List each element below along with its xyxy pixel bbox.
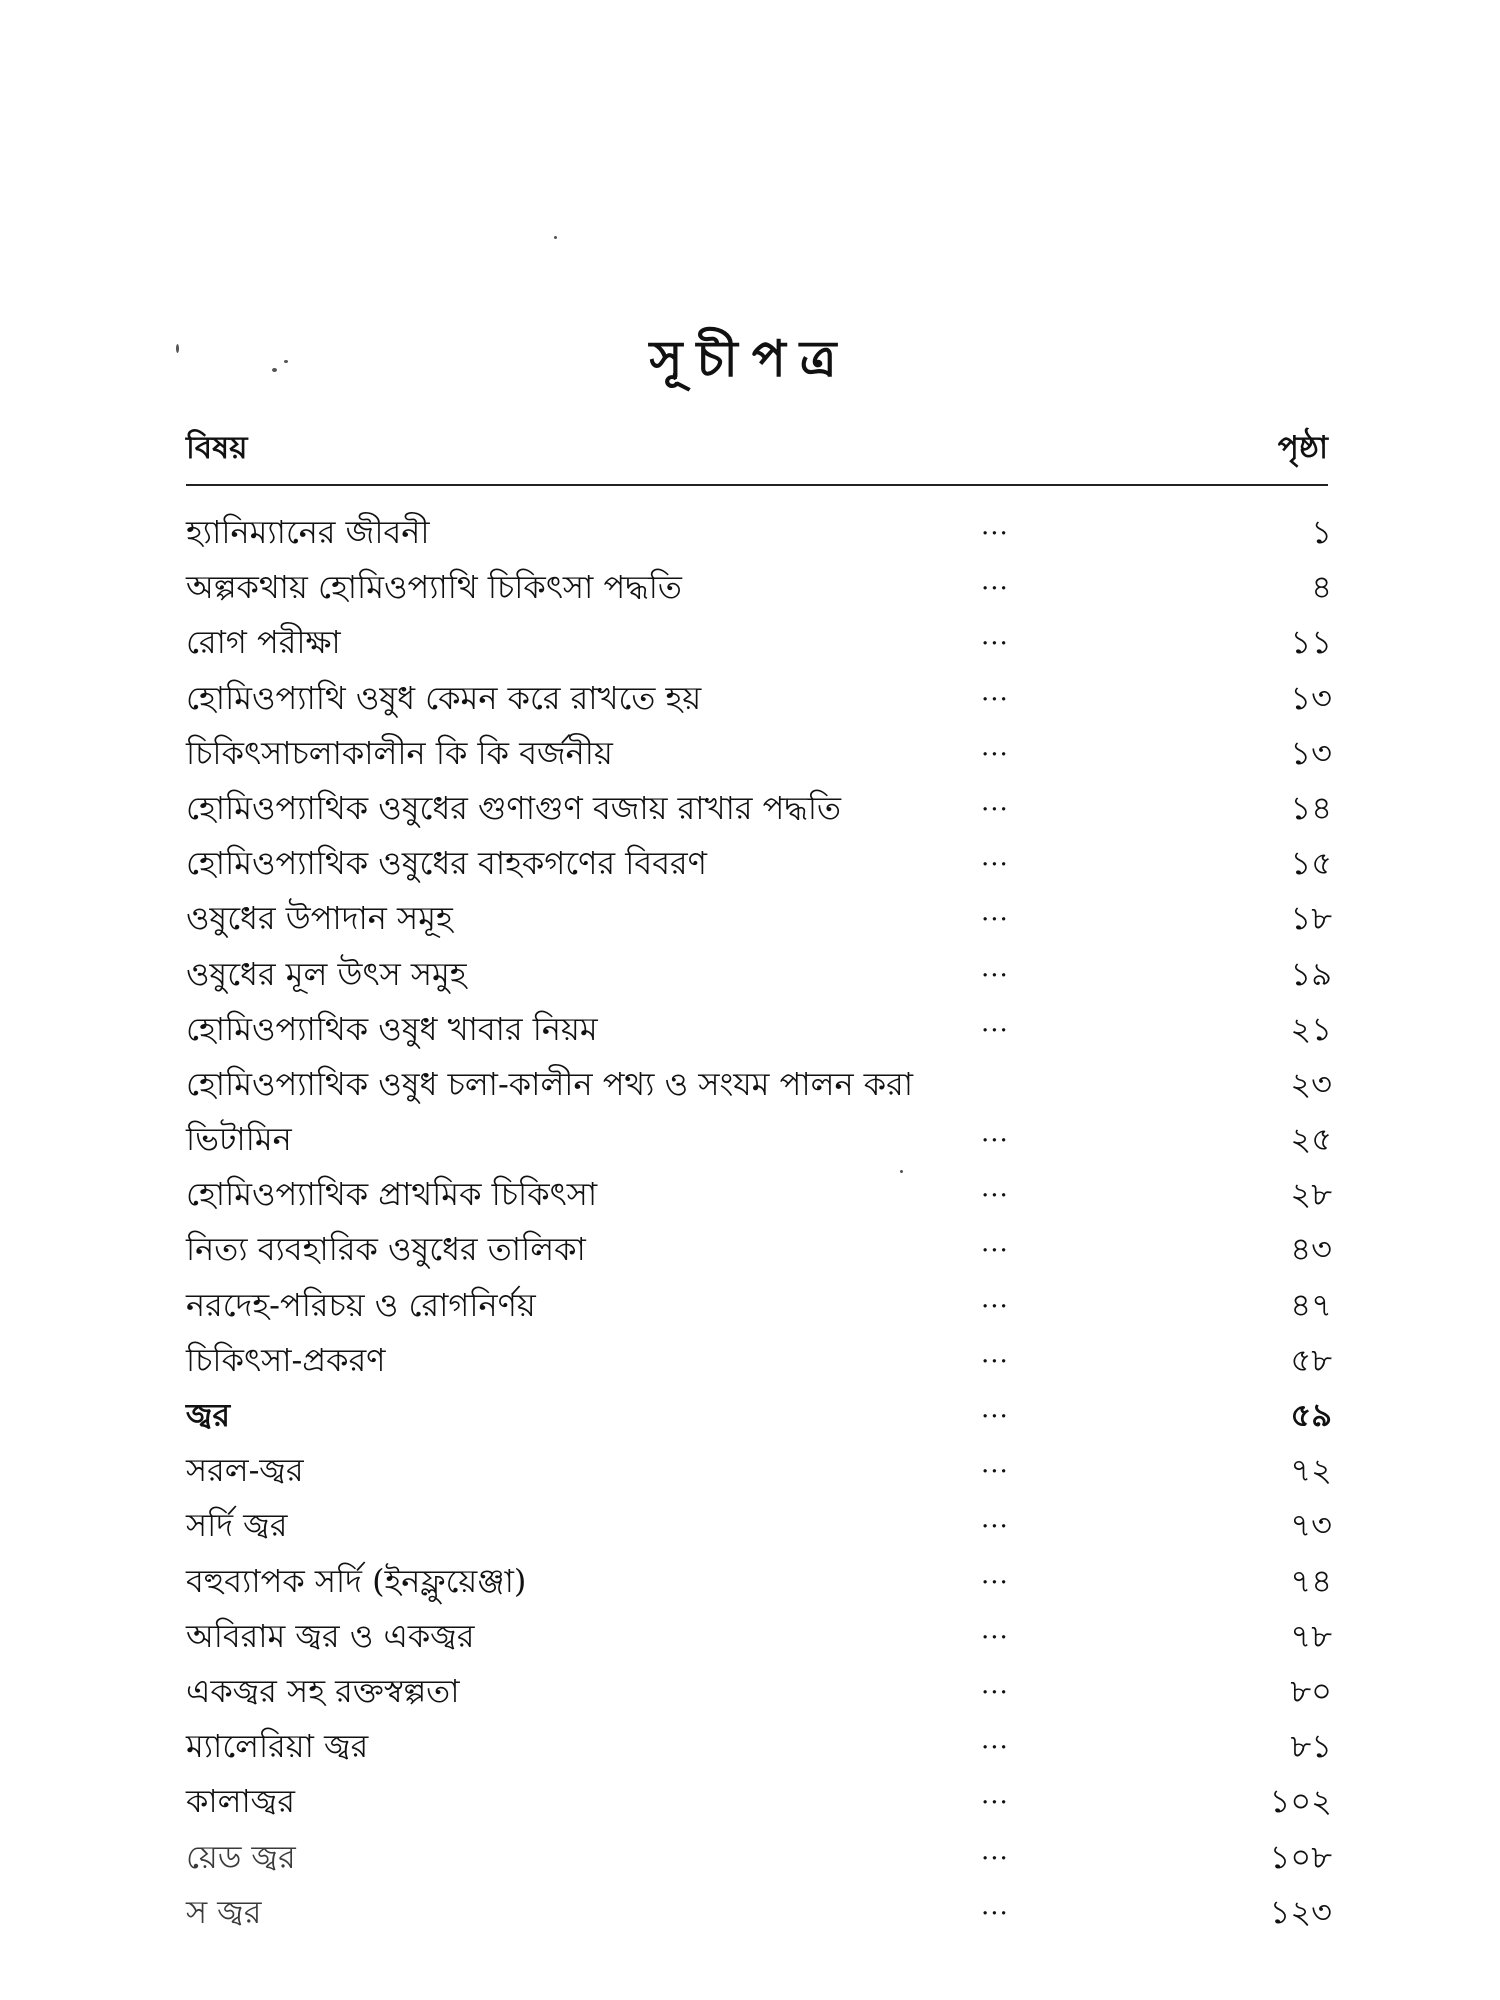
toc-entry-page: ১৩ xyxy=(1290,678,1332,717)
toc-entry-label: চিকিৎসা-প্রকরণ xyxy=(186,1340,386,1379)
toc-entry-page: ১১ xyxy=(1290,623,1332,662)
toc-entry-page: ৪৭ xyxy=(1290,1285,1332,1324)
toc-entry-label: নরদেহ-পরিচয় ও রোগনির্ণয় xyxy=(186,1285,536,1324)
toc-entry xyxy=(186,503,1332,558)
toc-entry-label: বহুব্যাপক সর্দি (ইনফ্লুয়েঞ্জা) xyxy=(186,1561,527,1600)
toc-entry xyxy=(186,1441,1332,1496)
toc-entry-leader: ... xyxy=(981,1007,1009,1038)
toc-entry-leader: ... xyxy=(981,566,1009,597)
toc-entry xyxy=(186,669,1332,724)
toc-entry-leader: ... xyxy=(981,1449,1009,1480)
toc-entry xyxy=(186,889,1332,944)
toc-entry-page: ৭৮ xyxy=(1290,1616,1332,1655)
toc-entry-label: সর্দি জ্বর xyxy=(186,1506,288,1545)
toc-entry-page: ৭২ xyxy=(1290,1451,1332,1490)
toc-entry-leader: ... xyxy=(981,1780,1009,1811)
toc-entry xyxy=(186,1662,1332,1717)
toc-entry-label: ওষুধের উপাদান সমূহ xyxy=(186,899,453,938)
toc-entry-label: হোমিওপ্যাথিক ওষুধের গুণাগুণ বজায় রাখার পদ্ধতি xyxy=(186,788,841,827)
toc-entry-label: হোমিওপ্যাথিক ওষুধ চলা-কালীন পথ্য ও সংযম পালন করা xyxy=(186,1064,914,1103)
toc-entry xyxy=(186,1607,1332,1662)
scan-speck xyxy=(554,236,557,239)
toc-entry-page: ১৪ xyxy=(1290,788,1332,827)
toc-entry-leader: ... xyxy=(981,1559,1009,1590)
toc-entry-page: ২৮ xyxy=(1290,1175,1332,1214)
toc-entry xyxy=(186,1552,1332,1607)
toc-entry-page: ৭৪ xyxy=(1290,1561,1332,1600)
toc-entry-leader: ... xyxy=(981,1283,1009,1314)
toc-entry-leader: ... xyxy=(981,1338,1009,1369)
toc-entry xyxy=(186,724,1332,779)
toc-entry xyxy=(186,779,1332,834)
toc-entry-leader: ... xyxy=(981,676,1009,707)
toc-entry-page: ১ xyxy=(1311,513,1332,551)
toc-entry-page: ৫৯ xyxy=(1290,1396,1332,1434)
toc-entry-page: ১২৩ xyxy=(1269,1892,1332,1931)
page-column-label: পৃষ্ঠা xyxy=(1277,430,1328,466)
toc-entry-leader: ... xyxy=(981,1725,1009,1756)
toc-entry-page: ৫৮ xyxy=(1290,1340,1332,1379)
toc-entry-page: ৭৩ xyxy=(1290,1506,1332,1545)
toc-entry-page: ২১ xyxy=(1290,1009,1332,1048)
toc-entry-label: হ্যানিম্যানের জীবনী xyxy=(186,513,430,551)
toc-entry xyxy=(186,1000,1332,1055)
toc-entry-label: স জ্বর xyxy=(186,1892,262,1931)
toc-entry-leader: ... xyxy=(981,1394,1009,1424)
toc-entry-label: রোগ পরীক্ষা xyxy=(186,623,341,662)
toc-entry-leader: ... xyxy=(981,511,1009,541)
toc-entry xyxy=(186,558,1332,613)
toc-entry-leader: ... xyxy=(981,1835,1009,1866)
toc-entry xyxy=(186,1717,1332,1772)
toc-entry-leader: ... xyxy=(981,786,1009,817)
toc-entry-label: সরল-জ্বর xyxy=(186,1451,304,1490)
toc-entry xyxy=(186,834,1332,889)
toc-entry-leader: ... xyxy=(981,1173,1009,1204)
toc-entry-label: কালাজ্বর xyxy=(186,1782,295,1821)
toc-entry-label: চিকিৎসাচলাকালীন কি কি বর্জনীয় xyxy=(186,733,613,772)
toc-entry-leader: ... xyxy=(981,731,1009,762)
toc-entry-page: ১৮ xyxy=(1290,899,1332,938)
toc-entry xyxy=(186,1331,1332,1386)
toc-entry-label: জ্বর xyxy=(186,1396,231,1434)
toc-entry-leader: ... xyxy=(981,1118,1009,1149)
toc-entry-label: একজ্বর সহ রক্তস্বল্পতা xyxy=(186,1671,460,1710)
toc-entry xyxy=(186,613,1332,668)
toc-entry xyxy=(186,945,1332,1000)
toc-entry xyxy=(186,1055,1332,1110)
toc-entry-label: হোমিওপ্যাথিক ওষুধের বাহকগণের বিবরণ xyxy=(186,844,708,883)
toc-entry-page: ৪ xyxy=(1311,568,1332,607)
toc-entry-page: ৪৩ xyxy=(1290,1230,1332,1269)
toc-entry xyxy=(186,1386,1332,1441)
toc-entry-label: ম্যালেরিয়া জ্বর xyxy=(186,1727,369,1766)
toc-entry-leader: ... xyxy=(981,621,1009,652)
toc-entry-leader: ... xyxy=(981,1228,1009,1259)
toc-entry-label: হোমিওপ্যাথিক প্রাথমিক চিকিৎসা xyxy=(186,1175,598,1214)
toc-entry xyxy=(186,1165,1332,1220)
page-title: সূচীপত্র xyxy=(649,329,851,388)
toc-entry-page: ১৯ xyxy=(1290,954,1332,993)
toc-entry-page: ৮০ xyxy=(1290,1671,1332,1710)
toc-entry-label: ভিটামিন xyxy=(186,1120,292,1159)
toc-entry-leader: ... xyxy=(981,1504,1009,1535)
toc-entry-label: ওষুধের মূল উৎস সমুহ xyxy=(186,954,467,993)
toc-entry xyxy=(186,1883,1332,1938)
toc-entry-label: হোমিওপ্যাথিক ওষুধ খাবার নিয়ম xyxy=(186,1009,598,1048)
toc-header xyxy=(186,428,1328,486)
toc-entry-page: ২৩ xyxy=(1290,1064,1332,1103)
toc-entry-leader: ... xyxy=(981,1614,1009,1645)
toc-entry-page: ১৫ xyxy=(1290,844,1332,883)
toc-entry-label: অবিরাম জ্বর ও একজ্বর xyxy=(186,1616,475,1655)
toc-entry xyxy=(186,1772,1332,1827)
toc-entry-page: ১৩ xyxy=(1290,733,1332,772)
toc-entries xyxy=(186,503,1332,1938)
toc-entry xyxy=(186,1276,1332,1331)
toc-entry-page: ২৫ xyxy=(1290,1120,1332,1159)
toc-entry-leader: ... xyxy=(981,952,1009,983)
toc-entry-page: ১০২ xyxy=(1269,1782,1332,1821)
toc-entry xyxy=(186,1220,1332,1275)
toc-entry xyxy=(186,1496,1332,1551)
toc-entry-leader: ... xyxy=(981,897,1009,928)
toc-entry xyxy=(186,1828,1332,1883)
toc-entry-label: হোমিওপ্যাথি ওষুধ কেমন করে রাখতে হয় xyxy=(186,678,702,717)
toc-entry-leader: ... xyxy=(981,1890,1009,1921)
toc-entry-label: য়েড জ্বর xyxy=(186,1837,296,1876)
subject-column-label: বিষয় xyxy=(186,430,248,466)
toc-entry-page: ৮১ xyxy=(1290,1727,1332,1766)
toc-entry xyxy=(186,1110,1332,1165)
toc-entry-page: ১০৮ xyxy=(1269,1837,1332,1876)
toc-entry-label: নিত্য ব্যবহারিক ওষুধের তালিকা xyxy=(186,1230,586,1269)
toc-entry-leader: ... xyxy=(981,842,1009,873)
toc-entry-label: অল্পকথায় হোমিওপ্যাথি চিকিৎসা পদ্ধতি xyxy=(186,568,682,607)
toc-entry-leader: ... xyxy=(981,1669,1009,1700)
